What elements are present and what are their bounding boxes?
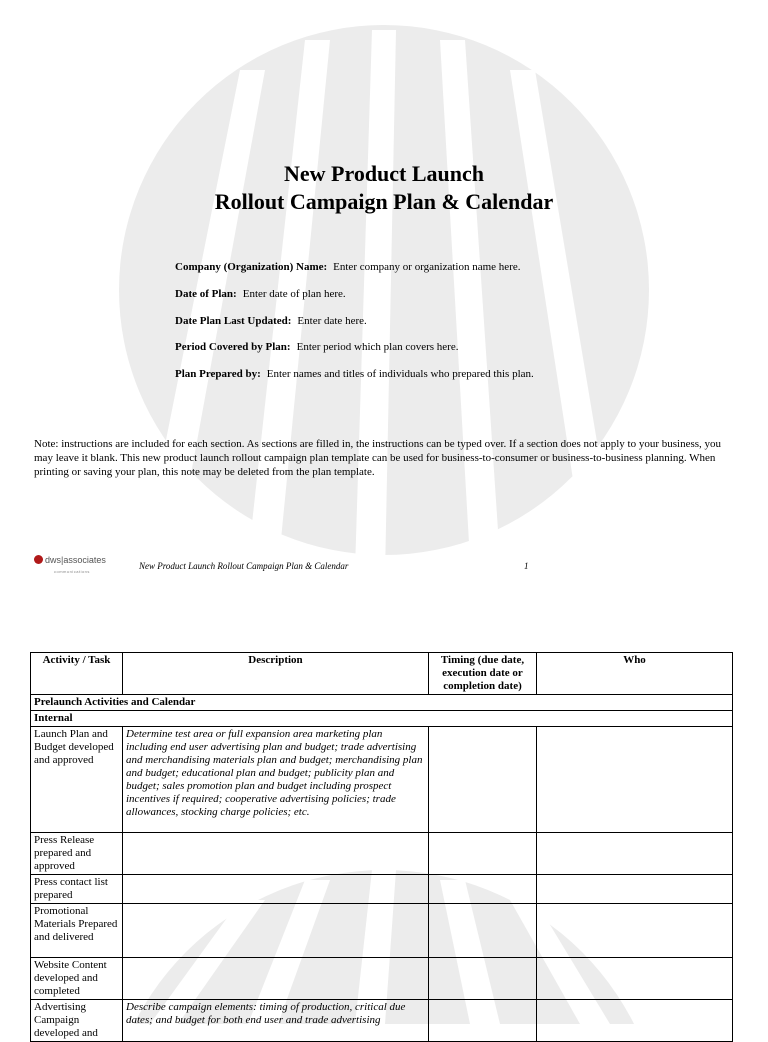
logo-subtext: communications bbox=[54, 569, 90, 574]
title-line-1: New Product Launch bbox=[283, 161, 485, 186]
title-line-2: Rollout Campaign Plan & Calendar bbox=[214, 189, 554, 214]
page-number: 1 bbox=[524, 561, 529, 571]
description-cell[interactable] bbox=[123, 833, 429, 875]
timing-cell[interactable] bbox=[429, 875, 537, 904]
field-label: Date of Plan: bbox=[175, 288, 237, 300]
section-title: Prelaunch Activities and Calendar bbox=[31, 695, 733, 711]
timing-cell[interactable] bbox=[429, 833, 537, 875]
table-row bbox=[31, 904, 733, 958]
footer-document-title: New Product Launch Rollout Campaign Plan & Calendar bbox=[139, 561, 349, 571]
description-cell[interactable] bbox=[123, 958, 429, 1000]
description-cell[interactable]: Determine test area or full expansion area marketing plan including end user advertising plan and budget; trade advertising and merchandising materials plan and budget; merchandising plan and budget; educational plan and budget; publicity plan and budget; sales promotion plan and budget including prospect incentives if required; cooperative advertising policies; trade allowances, stocking charge policies; etc. bbox=[123, 727, 429, 833]
task-cell[interactable]: Press contact list prepared bbox=[31, 875, 123, 904]
timing-cell[interactable] bbox=[429, 727, 537, 833]
task-cell[interactable]: Website Content developed and completed bbox=[31, 958, 123, 1000]
who-cell[interactable] bbox=[537, 727, 733, 833]
field-label: Company (Organization) Name: bbox=[175, 261, 328, 273]
field-company-name[interactable] bbox=[175, 261, 521, 273]
description-cell[interactable] bbox=[123, 875, 429, 904]
task-cell[interactable]: Advertising Campaign developed and bbox=[31, 1000, 123, 1042]
timing-cell[interactable] bbox=[429, 1000, 537, 1042]
field-value[interactable]: Enter company or organization name here. bbox=[333, 261, 521, 273]
table-row bbox=[31, 833, 733, 875]
field-value[interactable]: Enter period which plan covers here. bbox=[296, 341, 459, 353]
subsection-title: Internal bbox=[31, 711, 733, 727]
table-row bbox=[31, 958, 733, 1000]
campaign-plan-table bbox=[30, 652, 733, 1042]
subsection-row bbox=[31, 711, 733, 727]
header-timing: Timing (due date, execution date or completion date) bbox=[429, 653, 537, 695]
who-cell[interactable] bbox=[537, 958, 733, 1000]
field-label: Plan Prepared by: bbox=[175, 368, 261, 380]
section-row bbox=[31, 695, 733, 711]
field-period-covered[interactable] bbox=[175, 341, 458, 353]
field-value[interactable]: Enter date here. bbox=[297, 315, 367, 327]
field-date-of-plan[interactable] bbox=[175, 288, 346, 300]
description-cell[interactable] bbox=[123, 904, 429, 958]
field-label: Date Plan Last Updated: bbox=[175, 315, 292, 327]
description-cell[interactable]: Describe campaign elements: timing of production, critical due dates; and budget for both end user and trade advertising bbox=[123, 1000, 429, 1042]
who-cell[interactable] bbox=[537, 904, 733, 958]
table-row bbox=[31, 727, 733, 833]
field-prepared-by[interactable] bbox=[175, 368, 534, 380]
field-date-last-updated[interactable] bbox=[175, 315, 367, 327]
table-row bbox=[31, 1000, 733, 1042]
task-cell[interactable]: Launch Plan and Budget developed and approved bbox=[31, 727, 123, 833]
header-description: Description bbox=[123, 653, 429, 695]
who-cell[interactable] bbox=[537, 875, 733, 904]
timing-cell[interactable] bbox=[429, 958, 537, 1000]
instructions-note: Note: instructions are included for each section. As sections are filled in, the instructions can be typed over. If a section does not apply to your business, you may leave it blank. This new product launch rollout campaign plan template can be used for business-to-consumer or business-to-business planning. When printing or saving your plan, this note may be deleted from the plan template. bbox=[34, 438, 722, 478]
task-cell[interactable]: Promotional Materials Prepared and delivered bbox=[31, 904, 123, 958]
document-title bbox=[0, 160, 768, 216]
table-row bbox=[31, 875, 733, 904]
task-cell[interactable]: Press Release prepared and approved bbox=[31, 833, 123, 875]
who-cell[interactable] bbox=[537, 833, 733, 875]
header-who: Who bbox=[537, 653, 733, 695]
timing-cell[interactable] bbox=[429, 904, 537, 958]
logo-text: dws|associates bbox=[45, 554, 106, 565]
table-header-row bbox=[31, 653, 733, 695]
logo-mark-icon bbox=[34, 555, 43, 564]
who-cell[interactable] bbox=[537, 1000, 733, 1042]
field-label: Period Covered by Plan: bbox=[175, 341, 291, 353]
header-activity-task: Activity / Task bbox=[31, 653, 123, 695]
field-value[interactable]: Enter date of plan here. bbox=[242, 288, 346, 300]
field-value[interactable]: Enter names and titles of individuals who prepared this plan. bbox=[266, 368, 534, 380]
company-logo bbox=[34, 551, 106, 574]
